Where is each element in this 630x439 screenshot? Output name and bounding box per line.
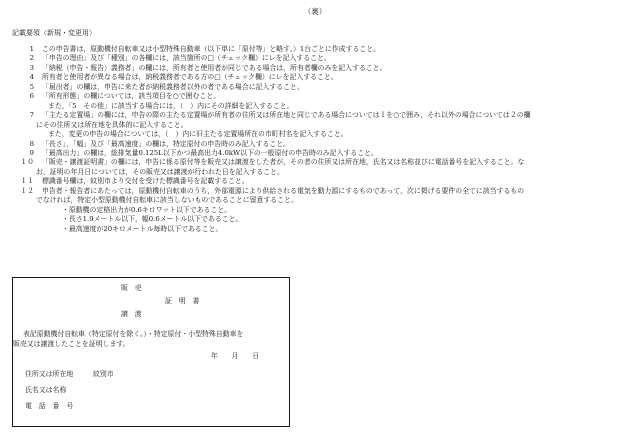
- instruction-item: [12, 140, 620, 149]
- instruction-item: [12, 64, 620, 73]
- cert-body-line1: 表記原動機付自転車（特定原付を除く。）・特定原付・小型特殊自動車を: [23, 330, 244, 338]
- instruction-text: にその住所又は所在地を具体的に記入すること。: [36, 120, 188, 129]
- instruction-number: 8: [29, 139, 34, 148]
- instruction-number: 1: [29, 45, 34, 53]
- instruction-number: １１: [20, 177, 34, 186]
- instruction-item: [12, 111, 620, 120]
- instruction-text: 「最高出力」の欄は，総排気量0.125L以下かつ最高出力4.0kW以下の一般原付の申告時のみ記入すること。: [42, 148, 378, 157]
- instructions-list: [12, 45, 620, 234]
- instruction-number: 3: [29, 63, 34, 72]
- instruction-text: 「申告の理由」及び「種別」の各欄には，該当箇所の□（チェック欄）にレを記入すること。: [42, 54, 331, 63]
- instruction-number: 2: [29, 54, 34, 63]
- instruction-item: [12, 83, 620, 92]
- instruction-text: 「長さ」，「幅」及び「最高速度」の欄は，特定原付の申告時のみ記入すること。: [42, 139, 291, 148]
- instruction-item: [12, 177, 620, 186]
- instruction-bullet: [12, 225, 620, 234]
- instruction-number: １０: [20, 158, 34, 167]
- instruction-text: でなければ，特定小型原動機付自転車に該当しないものであることに留意すること。: [36, 196, 298, 205]
- cert-date: 年 月 日: [211, 352, 260, 360]
- instruction-text: 「販売・譲渡証明書」の欄には，申告に係る原付等を販売又は譲渡をした者が，その者の住所又は所在地，氏名又は名称並びに電話番号を記入すること。な: [42, 158, 525, 167]
- instruction-bullet: [12, 206, 620, 215]
- instruction-number: 5: [29, 82, 34, 91]
- cert-label-sales: 販 売: [121, 284, 142, 292]
- instruction-text: ・最高速度が20キロメートル毎時以下であること。: [62, 224, 223, 233]
- instruction-text: お，証明の年月日については，その販売又は譲渡が行われた日を記入すること。: [36, 167, 284, 176]
- reverse-side-label: （裏）: [303, 7, 327, 16]
- instruction-item: [12, 73, 620, 82]
- instruction-text: 「届出者」の欄は，申告に来た者が納税義務者以外の者である場合に記入すること。: [42, 82, 304, 91]
- cert-body-line2: 販売又は譲渡したことを証明します。: [13, 340, 130, 348]
- cert-address-value: 紋別市: [93, 370, 114, 378]
- instruction-number: １２: [20, 186, 34, 195]
- instruction-text: ・原動機の定格出力が0.6キロワット以下であること。: [62, 205, 232, 214]
- cert-address-label: 住所又は所在地: [25, 370, 74, 378]
- cert-title: 証 明 書: [165, 297, 200, 305]
- instruction-text: また，変更の申告の場合については，（ ）内に旧主たる定置場所在の市町村名を記入すること。: [48, 130, 348, 139]
- instruction-number: 6: [29, 92, 34, 101]
- instruction-text: 所有者と使用者が異なる場合は，納税義務者である方の□（チェック欄）にレを記入すること。: [42, 73, 338, 82]
- instruction-item: [12, 187, 620, 196]
- cert-name-label: 氏名又は名称: [25, 386, 67, 394]
- instruction-text: 「納税（申告・報告）義務者」の欄には，所有者と使用者が同じである場合は，所有者欄のみを記入すること。: [42, 63, 387, 72]
- instruction-item: [12, 92, 620, 101]
- instruction-continuation: [12, 196, 620, 205]
- instruction-text: 標識番号欄は，紋別市より交付を受けた標識番号を記載すること。: [42, 177, 249, 186]
- instruction-text: 申告者・報告者にあたっては，原動機付自転車のうち，外部電源により供給される電気を動力源にするものであって，次に掲げる要件の全てに該当するもの: [42, 186, 525, 195]
- instruction-text: 「所有形態」の欄については，該当項目を○で囲むこと。: [42, 92, 221, 101]
- instruction-number: 4: [29, 73, 34, 82]
- cert-label-transfer: 譲 渡: [121, 310, 142, 318]
- instruction-continuation: [12, 102, 620, 111]
- instructions-heading: 記載要領（新規・変更用）: [12, 29, 96, 37]
- instruction-text: また，「5 その他」に該当する場合には，（ ）内にその詳細を記入すること。: [48, 101, 294, 110]
- instruction-text: この申告書は，原動機付自転車又は小型特殊自動車（以下単に「原付等」と略す。）1台ごとに作成すること。: [42, 45, 381, 53]
- instruction-text: ・長さ1.9メートル以下，幅0.6メートル以下であること。: [62, 215, 243, 224]
- instruction-number: 7: [29, 111, 34, 120]
- instruction-bullet: [12, 215, 620, 224]
- instruction-item: [12, 54, 620, 63]
- instruction-item: [12, 158, 620, 167]
- cert-phone-label: 電 話 番 号: [25, 402, 74, 410]
- instruction-text: 「主たる定置場」の欄には，申告の際の主たる定置場が所有者の住所又は所在地と同じである場合については１を○で囲み，それ以外の場合については２の欄: [42, 111, 531, 120]
- instruction-continuation: [12, 121, 620, 130]
- instruction-continuation: [12, 130, 620, 139]
- instruction-number: 9: [29, 148, 34, 157]
- sales-transfer-certificate: [12, 277, 290, 427]
- instruction-continuation: [12, 168, 620, 177]
